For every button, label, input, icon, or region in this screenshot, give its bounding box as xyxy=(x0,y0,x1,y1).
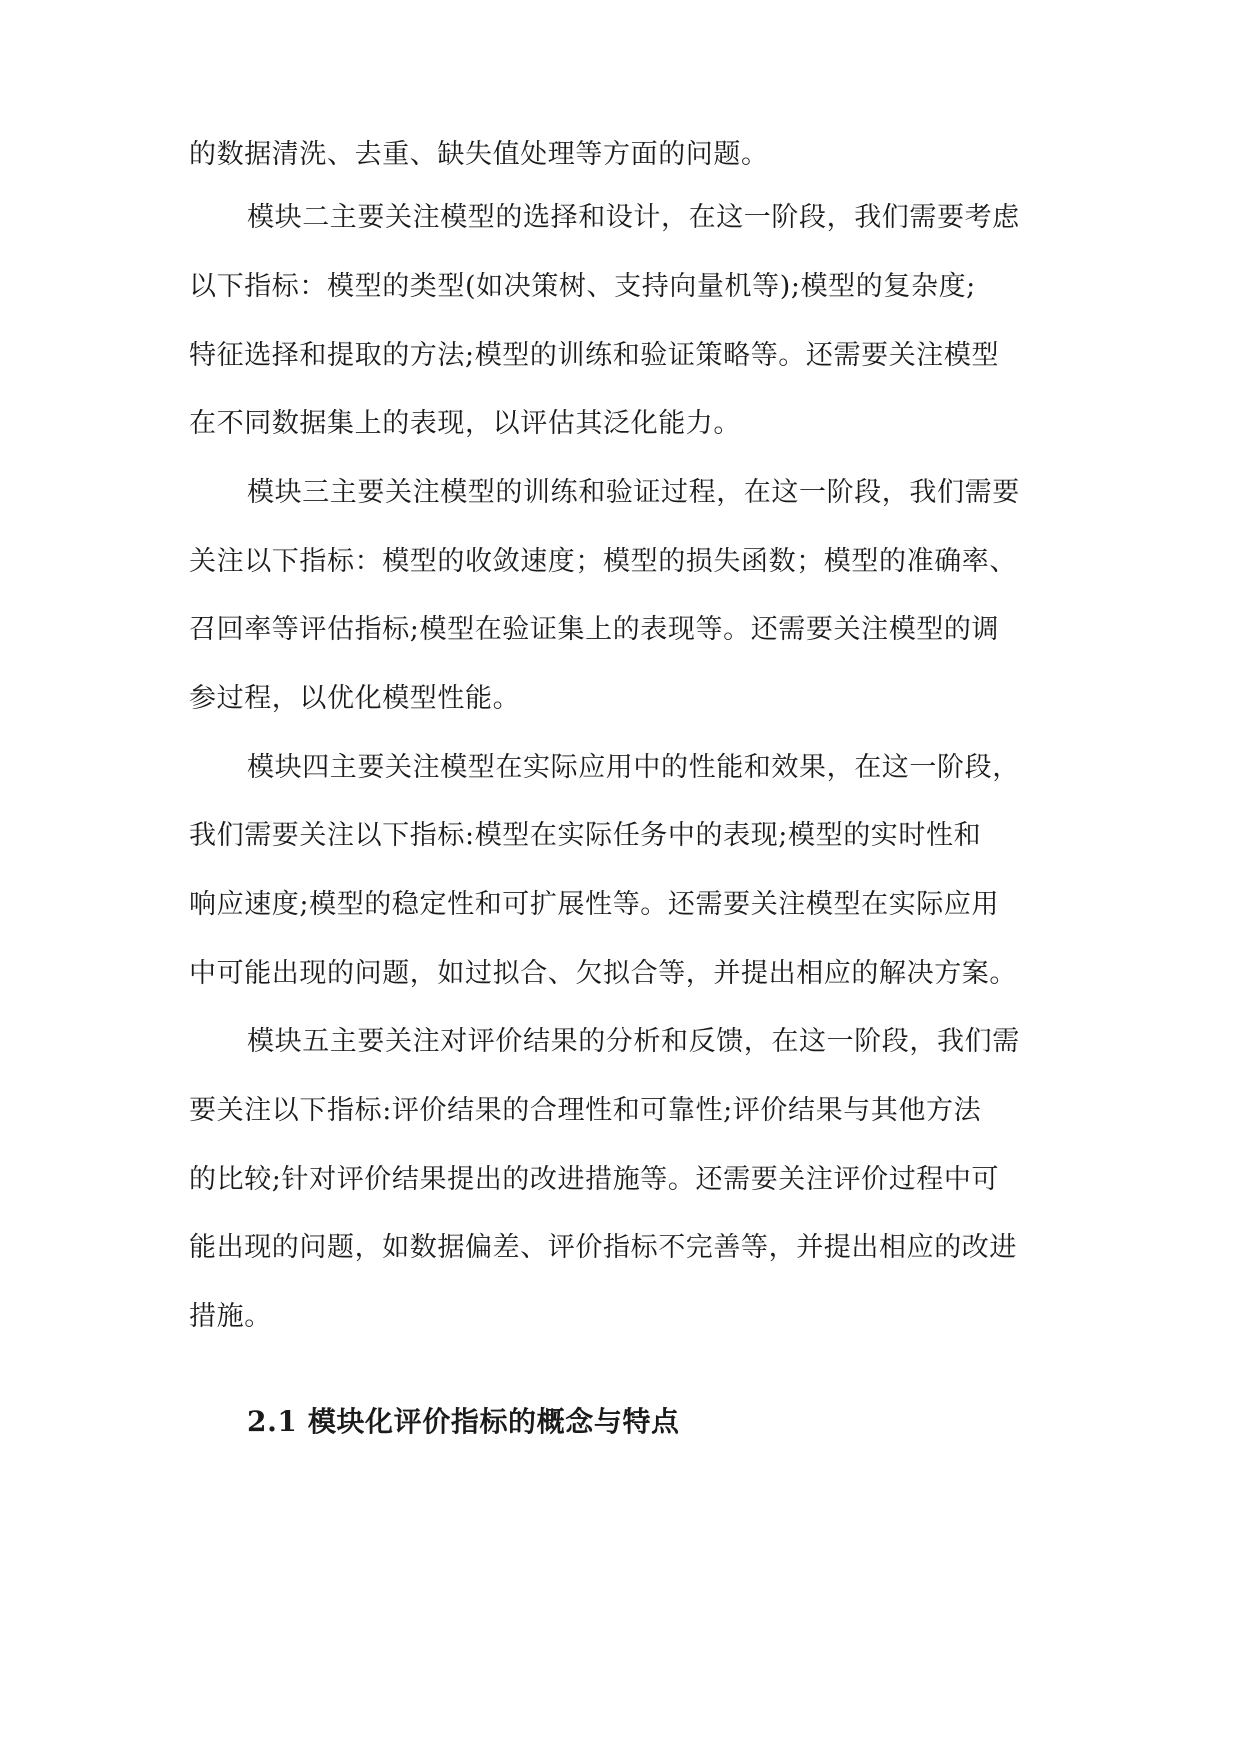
text-line: 模块五主要关注对评价结果的分析和反馈，在这一阶段，我们需 xyxy=(247,1026,1020,1057)
text-line: 的比较;针对评价结果提出的改进措施等。还需要关注评价过程中可 xyxy=(189,1164,1000,1195)
text-line: 以下指标：模型的类型(如决策树、支持向量机等);模型的复杂度; xyxy=(189,271,976,302)
section-heading: 2.1 模块化评价指标的概念与特点 xyxy=(247,1405,680,1438)
text-line: 的数据清洗、去重、缺失值处理等方面的问题。 xyxy=(189,139,769,170)
text-line: 要关注以下指标:评价结果的合理性和可靠性;评价结果与其他方法 xyxy=(189,1095,982,1126)
text-line: 召回率等评估指标;模型在验证集上的表现等。还需要关注模型的调 xyxy=(189,614,1000,645)
text-line: 响应速度;模型的稳定性和可扩展性等。还需要关注模型在实际应用 xyxy=(189,889,1000,920)
text-line: 模块二主要关注模型的选择和设计，在这一阶段，我们需要考虑 xyxy=(247,202,1020,233)
text-line: 模块四主要关注模型在实际应用中的性能和效果，在这一阶段， xyxy=(247,752,1020,783)
text-line: 中可能出现的问题，如过拟合、欠拟合等，并提出相应的解决方案。 xyxy=(189,958,1017,989)
text-line: 措施。 xyxy=(189,1301,272,1332)
text-line: 特征选择和提取的方法;模型的训练和验证策略等。还需要关注模型 xyxy=(189,340,1000,371)
text-line: 参过程，以优化模型性能。 xyxy=(189,683,521,714)
text-line: 我们需要关注以下指标:模型在实际任务中的表现;模型的实时性和 xyxy=(189,820,982,851)
text-line: 模块三主要关注模型的训练和验证过程，在这一阶段，我们需要 xyxy=(247,477,1020,508)
text-line: 能出现的问题，如数据偏差、评价指标不完善等，并提出相应的改进 xyxy=(189,1232,1017,1263)
text-line: 关注以下指标：模型的收敛速度；模型的损失函数；模型的准确率、 xyxy=(189,546,1017,577)
text-line: 在不同数据集上的表现，以评估其泛化能力。 xyxy=(189,408,741,439)
